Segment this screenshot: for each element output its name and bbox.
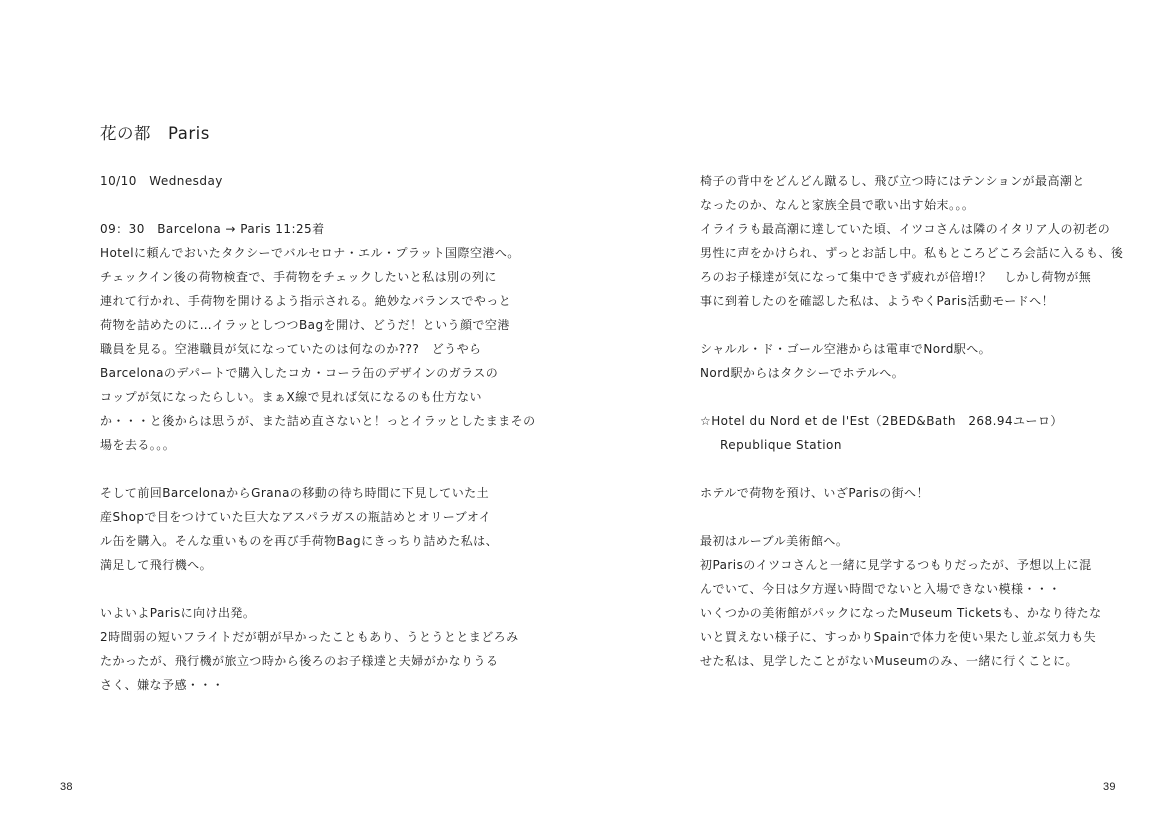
text-line: 2時間弱の短いフライトだが朝が早かったこともあり、うとうととまどろみ <box>100 630 519 644</box>
text-line: いと買えない様子に、すっかりSpainで体力を使い果たし並ぶ気力も失 <box>700 630 1097 644</box>
blank-line <box>100 193 500 217</box>
chapter-title: 花の都 Paris <box>100 124 210 143</box>
text-line: 初Parisのイツコさんと一緒に見学するつもりだったが、予想以上に混 <box>700 558 1092 572</box>
text-line: ル缶を購入。そんな重いものを再び手荷物Bagにきっちり詰めた私は、 <box>100 534 499 548</box>
text-line: 連れて行かれ、手荷物を開けるよう指示される。絶妙なバランスでやっと <box>100 294 512 308</box>
text-line: ☆Hotel du Nord et de l'Est（2BED&Bath 268.94ユーロ） <box>700 414 1063 428</box>
text-line: 椅子の背中をどんどん蹴るし、飛び立つ時にはテンションが最高潮と <box>700 174 1085 188</box>
text-line: 最初はルーブル美術館へ。 <box>700 534 849 548</box>
right-text-column <box>700 169 1124 673</box>
text-line: シャルル・ド・ゴール空港からは電車でNord駅へ。 <box>700 342 992 356</box>
left-text-column <box>100 169 536 697</box>
text-line: なったのか、なんと家族全員で歌い出す始末。。。 <box>700 198 975 212</box>
text-line: ろのお子様達が気になって集中できず疲れが倍増!？ しかし荷物が無 <box>700 270 1092 284</box>
text-line: 荷物を詰めたのに…イラッとしつつBagを開け、どうだ！という顔で空港 <box>100 318 510 332</box>
text-line: 事に到着したのを確認した私は、ようやくParis活動モードへ！ <box>700 294 1055 308</box>
text-line: いよいよParisに向け出発。 <box>100 606 256 620</box>
text-line: Barcelonaのデパートで購入したコカ・コーラ缶のデザインのガラスの <box>100 366 499 380</box>
right-page-number: 39 <box>1103 781 1116 793</box>
blank-line <box>100 457 500 481</box>
right-page <box>588 0 1176 840</box>
blank-line <box>700 457 1100 481</box>
left-page-number: 38 <box>60 781 73 793</box>
blank-line <box>100 577 500 601</box>
text-line: Hotelに頼んでおいたタクシーでバルセロナ・エル・プラット国際空港へ。 <box>100 246 520 260</box>
text-line: せた私は、見学したことがないMuseumのみ、一緒に行くことに。 <box>700 654 1079 668</box>
text-line: か・・・と後からは思うが、また詰め直さないと！っとイラッとしたままその <box>100 414 536 428</box>
blank-line <box>700 313 1100 337</box>
text-line: 満足して飛行機へ。 <box>100 558 213 572</box>
text-line: そして前回BarcelonaからGranaの移動の待ち時間に下見していた土 <box>100 486 490 500</box>
text-line: んでいて、今日は夕方遅い時間でないと入場できない模様・・・ <box>700 582 1061 596</box>
text-line: コップが気になったらしい。まぁX線で見れば気になるのも仕方ない <box>100 390 482 404</box>
text-line: 職員を見る。空港職員が気になっていたのは何なのか??? どうやら <box>100 342 482 356</box>
text-line: Republique Station <box>720 438 842 452</box>
text-line: Nord駅からはタクシーでホテルへ。 <box>700 366 905 380</box>
text-line: 産Shopで目をつけていた巨大なアスパラガスの瓶詰めとオリーブオイ <box>100 510 492 524</box>
text-line: たかったが、飛行機が旅立つ時から後ろのお子様達と夫婦がかなりうる <box>100 654 499 668</box>
blank-line <box>700 505 1100 529</box>
text-line: 10/10 Wednesday <box>100 174 223 188</box>
text-line: 09：30 Barcelona → Paris 11:25着 <box>100 222 325 236</box>
text-line: イライラも最高潮に達していた頃、イツコさんは隣のイタリア人の初老の <box>700 222 1111 236</box>
text-line: さく、嫌な予感・・・ <box>100 678 225 692</box>
text-line: いくつかの美術館がパックになったMuseum Ticketsも、かなり待たな <box>700 606 1102 620</box>
blank-line <box>700 385 1100 409</box>
text-line: 場を去る。。。 <box>100 438 176 452</box>
text-line: 男性に声をかけられ、ずっとお話し中。私もところどころ会話に入るも、後 <box>700 246 1124 260</box>
text-line: ホテルで荷物を預け、いざParisの街へ！ <box>700 486 929 500</box>
text-line: チェックイン後の荷物検査で、手荷物をチェックしたいと私は別の列に <box>100 270 497 284</box>
